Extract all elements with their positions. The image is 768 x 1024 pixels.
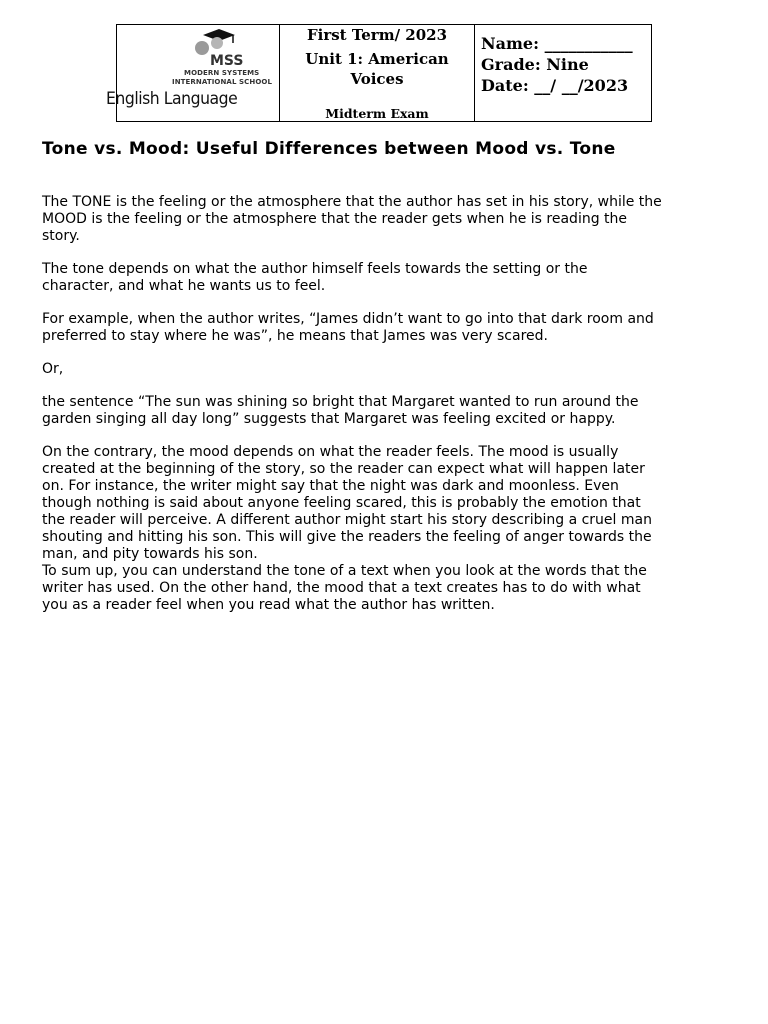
unit-label: Unit 1: American Voices xyxy=(305,50,449,88)
subject-label: English Language xyxy=(106,89,238,109)
grade-field: Grade: Nine xyxy=(481,55,589,74)
logo-brand: MSS xyxy=(210,53,244,69)
term-label: First Term/ 2023 xyxy=(306,26,448,44)
exam-label: Midterm Exam xyxy=(325,106,429,121)
body-text xyxy=(42,194,662,630)
school-name-line1: MODERN SYSTEMS xyxy=(184,69,260,77)
student-info-cell xyxy=(475,25,651,121)
exam-header-table xyxy=(106,24,652,122)
paragraph-example-margaret: the sentence “The sun was shining so bright that Margaret wanted to run around the garden singing all day long” suggests that Margaret was feeling excited or happy. xyxy=(42,394,639,427)
paragraph-example-james: For example, when the author writes, “James didn’t want to go into that dark room and preferred to stay where he was”, he means that James was very scared. xyxy=(42,311,654,344)
page-title: Tone vs. Mood: Useful Differences between Mood vs. Tone xyxy=(42,139,616,159)
school-logo-icon xyxy=(189,27,244,69)
paragraph-tone-definition: The TONE is the feeling or the atmosphere that the author has set in his story, while the MOOD is the feeling or the atmosphere that the reader gets when he is reading the story. xyxy=(42,194,662,244)
school-name-line2: INTERNATIONAL SCHOOL xyxy=(172,78,273,86)
paragraph-mood: On the contrary, the mood depends on what the reader feels. The mood is usually created at the beginning of the story, so the reader can expect what will happen later on. For instance, the writer might say that the night was dark and moonless. Even though nothing is said about anyone feeling scared, this is probably the emotion that the reader will perceive. A different author might start his story describing a cruel man shouting and hitting his son. This will give the readers the feeling of anger towards the man, and pity towards his son. xyxy=(42,444,652,562)
exam-info-cell xyxy=(280,25,475,121)
name-field: Name: ___________ xyxy=(481,34,633,53)
paragraph-or: Or, xyxy=(42,361,64,377)
paragraph-summary: To sum up, you can understand the tone of a text when you look at the words that the writer has used. On the other hand, the mood that a text creates has to do with what you as a reader feel when you read what the author has written. xyxy=(42,563,647,613)
paragraph-tone-depends: The tone depends on what the author himself feels towards the setting or the character, and what he wants us to feel. xyxy=(42,261,588,294)
logo-cell xyxy=(106,25,280,121)
date-field: Date: __/ __/2023 xyxy=(481,76,629,95)
